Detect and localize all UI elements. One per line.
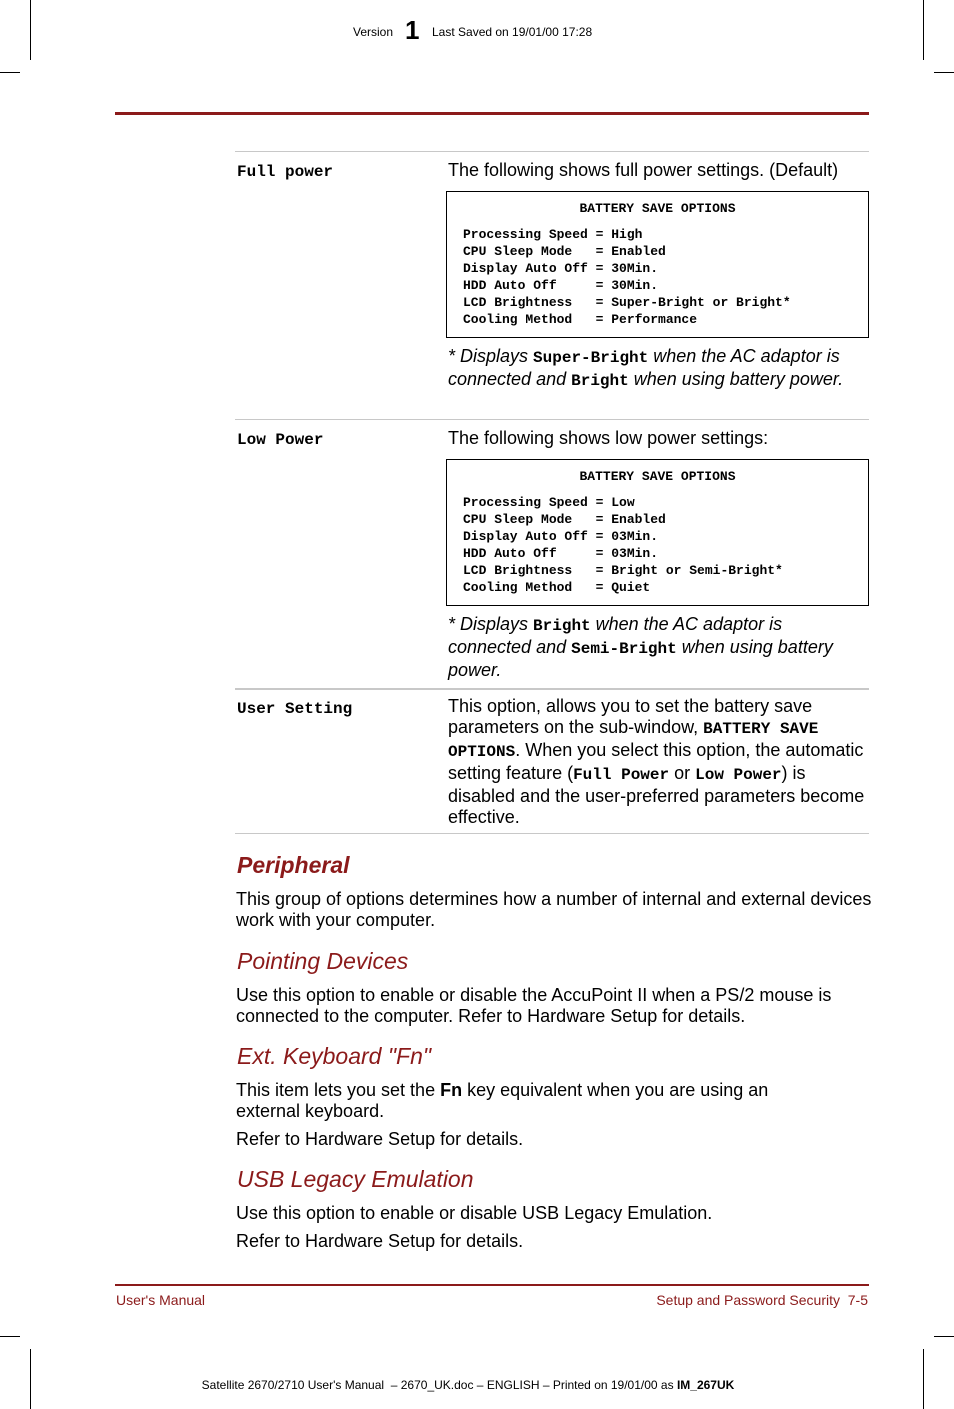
crop-mark [30, 0, 31, 60]
box-line: Processing Speed = High [463, 227, 643, 242]
crop-mark [934, 1336, 954, 1337]
footnote-low-power [448, 614, 870, 681]
print-info [195, 1364, 734, 1392]
footer-section-page: Setup and Password Security 7-5 [656, 1292, 868, 1308]
ext-keyboard-ref: Refer to Hardware Setup for details. [236, 1129, 524, 1149]
usb-legacy-text: Use this option to enable or disable USB Legacy Emulation. [236, 1203, 713, 1223]
box-line: Cooling Method = Performance [463, 312, 698, 327]
battery-options-box-low [446, 459, 869, 606]
crop-mark [923, 0, 924, 60]
term-low-power: Low Power [237, 431, 324, 449]
footnote-full-power [448, 346, 870, 392]
term-full-power: Full power [237, 163, 334, 181]
note-text: when using battery power. [628, 369, 844, 389]
battery-options-box-full [446, 191, 869, 338]
kbd-text: This item lets you set the [236, 1080, 441, 1100]
version-number: 1 [405, 15, 420, 45]
desc-text: ) is disabled and the user-preferred parameters become effective. [448, 763, 865, 827]
note-code: Semi-Bright [571, 640, 677, 658]
term-user-setting: User Setting [237, 700, 353, 718]
desc-code: Full Power [573, 766, 670, 784]
desc-user-setting [448, 696, 870, 828]
box-line: CPU Sleep Mode = Enabled [463, 244, 666, 259]
desc-code: Low Power [695, 766, 782, 784]
footer-rule [115, 1284, 869, 1286]
pointing-devices-text: Use this option to enable or disable the AccuPoint II when a PS/2 mouse is connected to the computer. Refer to Hardware Setup for details. [236, 985, 832, 1026]
last-saved: Last Saved on 19/01/00 17:28 [432, 25, 593, 39]
note-code: Super-Bright [533, 349, 649, 367]
desc-full-power: The following shows full power settings. (Default) [448, 160, 839, 180]
box-title: BATTERY SAVE OPTIONS [579, 201, 736, 216]
desc-low-power: The following shows low power settings: [448, 428, 769, 448]
note-text: * Displays [448, 614, 534, 634]
print-line: Satellite 2670/2710 User's Manual – 2670_UK.doc – ENGLISH – Printed on 19/01/00 as [201, 1378, 677, 1392]
desc-text: or [669, 763, 696, 783]
box-line: HDD Auto Off = 30Min. [463, 278, 659, 293]
print-code: IM_267UK [676, 1378, 735, 1392]
table-divider [235, 419, 869, 420]
box-title: BATTERY SAVE OPTIONS [579, 469, 736, 484]
desc-text: . When you select this option, the automatic setting feature ( [448, 740, 864, 783]
box-line: Cooling Method = Quiet [463, 580, 651, 595]
note-text: when using battery power. [448, 637, 833, 680]
crop-mark [934, 72, 954, 73]
box-line: Display Auto Off = 03Min. [463, 529, 659, 544]
subheading-ext-keyboard: Ext. Keyboard "Fn" [237, 1043, 432, 1069]
note-text: * Displays [448, 346, 534, 366]
header-rule [115, 112, 869, 115]
desc-code: BATTERY SAVE OPTIONS [448, 720, 819, 761]
note-code: Bright [533, 617, 591, 635]
note-text: when the AC adaptor is connected and [448, 346, 840, 389]
kbd-fn-key: Fn [440, 1080, 463, 1100]
kbd-text: key equivalent when you are using an external keyboard. [236, 1080, 769, 1121]
box-line: Display Auto Off = 30Min. [463, 261, 659, 276]
desc-text: This option, allows you to set the battery save parameters on the sub-window, [448, 696, 813, 737]
ext-keyboard-text [236, 1080, 836, 1122]
crop-mark [923, 1349, 924, 1409]
table-divider [235, 833, 869, 834]
note-code: Bright [571, 372, 629, 390]
box-line: LCD Brightness = Bright or Semi-Bright* [463, 563, 783, 578]
table-divider [235, 688, 869, 690]
subheading-usb-legacy: USB Legacy Emulation [237, 1166, 474, 1192]
crop-mark [0, 72, 20, 73]
box-line: LCD Brightness = Super-Bright or Bright* [463, 295, 791, 310]
subheading-pointing-devices: Pointing Devices [237, 948, 409, 974]
footer-manual-name: User's Manual [116, 1292, 206, 1308]
table-divider [235, 151, 869, 152]
box-line: CPU Sleep Mode = Enabled [463, 512, 666, 527]
box-line: HDD Auto Off = 03Min. [463, 546, 659, 561]
crop-mark [0, 1336, 20, 1337]
usb-legacy-ref: Refer to Hardware Setup for details. [236, 1231, 524, 1251]
section-heading-peripheral: Peripheral [237, 852, 350, 878]
note-text: when the AC adaptor is connected and [448, 614, 783, 657]
crop-mark [30, 1349, 31, 1409]
version-label: Version [353, 25, 394, 39]
box-line: Processing Speed = Low [463, 495, 635, 510]
peripheral-intro: This group of options determines how a number of internal and external devices work with your computer. [236, 889, 872, 930]
